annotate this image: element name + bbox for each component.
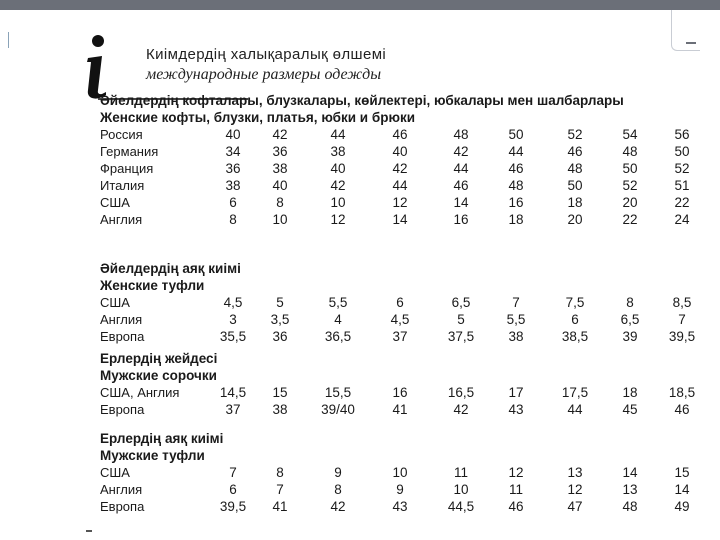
size-cell: 44 xyxy=(330,127,346,142)
size-cell: 46 xyxy=(392,127,408,142)
size-cell: 54 xyxy=(622,127,638,142)
row-label: Италия xyxy=(100,178,145,193)
size-cell: 17,5 xyxy=(561,385,589,400)
table-row xyxy=(100,294,700,311)
size-cell: 38 xyxy=(272,161,288,176)
row-label: Англия xyxy=(100,212,143,227)
size-cell: 18 xyxy=(622,385,638,400)
table-row xyxy=(100,211,700,228)
size-cell: 15 xyxy=(272,385,288,400)
size-cell: 16 xyxy=(508,195,524,210)
row-label: Европа xyxy=(100,499,145,514)
size-cell: 38,5 xyxy=(561,329,589,344)
size-cell: 10 xyxy=(272,212,288,227)
size-cell: 42 xyxy=(330,499,346,514)
size-cell: 6 xyxy=(229,482,237,497)
margin-accent-line xyxy=(8,32,9,48)
size-cell: 8 xyxy=(276,195,284,210)
size-cell: 46 xyxy=(674,402,690,417)
size-cell: 7 xyxy=(678,312,686,327)
size-cell: 37 xyxy=(392,329,408,344)
size-cell: 6 xyxy=(571,312,579,327)
section-title-kz: Әйелдердің кофталары, блузкалары, көйлектері, юбкалары мен шалбарлары xyxy=(100,93,624,108)
size-cell: 46 xyxy=(508,161,524,176)
size-cell: 16 xyxy=(392,385,408,400)
size-cell: 44 xyxy=(453,161,469,176)
size-cell: 8 xyxy=(334,482,342,497)
table-row xyxy=(100,384,700,401)
size-cell: 42 xyxy=(453,402,469,417)
size-cell: 41 xyxy=(272,499,288,514)
section-title-kz: Әйелдердің аяқ киімі xyxy=(100,261,241,276)
size-cell: 47 xyxy=(567,499,583,514)
size-cell: 38 xyxy=(330,144,346,159)
size-cell: 14 xyxy=(674,482,690,497)
size-cell: 11 xyxy=(453,465,468,480)
size-cell: 41 xyxy=(392,402,408,417)
size-cell: 6 xyxy=(396,295,404,310)
size-cell: 43 xyxy=(392,499,408,514)
table-row xyxy=(100,498,700,515)
size-cell: 39,5 xyxy=(219,499,247,514)
size-cell: 4,5 xyxy=(223,295,243,310)
size-cell: 39 xyxy=(622,329,638,344)
size-cell: 12 xyxy=(392,195,408,210)
size-cell: 14 xyxy=(392,212,408,227)
size-cell: 5 xyxy=(276,295,284,310)
size-cell: 39/40 xyxy=(321,402,355,417)
size-cell: 4 xyxy=(334,312,342,327)
size-cell: 17 xyxy=(508,385,524,400)
size-cell: 40 xyxy=(225,127,241,142)
size-cell: 9 xyxy=(334,465,342,480)
section-title-ru: Женские туфли xyxy=(100,278,205,293)
size-cell: 50 xyxy=(508,127,524,142)
size-cell: 3,5 xyxy=(270,312,290,327)
size-cell: 36,5 xyxy=(324,329,352,344)
size-cell: 35,5 xyxy=(219,329,247,344)
table-row xyxy=(100,126,700,143)
size-cell: 42 xyxy=(392,161,408,176)
size-cell: 6,5 xyxy=(620,312,640,327)
size-cell: 45 xyxy=(622,402,638,417)
size-cell: 50 xyxy=(567,178,583,193)
slide-left-margin xyxy=(0,10,48,540)
size-cell: 6 xyxy=(229,195,237,210)
size-cell: 37 xyxy=(225,402,241,417)
size-cell: 15,5 xyxy=(324,385,352,400)
row-label: США xyxy=(100,465,130,480)
bottom-mark xyxy=(86,530,92,532)
size-cell: 42 xyxy=(330,178,346,193)
size-cell: 7,5 xyxy=(565,295,585,310)
size-cell: 48 xyxy=(453,127,469,142)
size-cell: 9 xyxy=(396,482,404,497)
size-cell: 56 xyxy=(674,127,690,142)
size-cell: 42 xyxy=(272,127,288,142)
section-title-kz: Ерлердің жейдесі xyxy=(100,351,218,366)
size-cell: 4,5 xyxy=(390,312,410,327)
table-row xyxy=(100,160,700,177)
size-cell: 13 xyxy=(622,482,638,497)
size-cell: 14,5 xyxy=(219,385,247,400)
size-cell: 37,5 xyxy=(447,329,475,344)
table-row xyxy=(100,481,700,498)
size-cell: 11 xyxy=(508,482,523,497)
size-cell: 34 xyxy=(225,144,241,159)
document-page xyxy=(48,10,710,540)
size-cell: 46 xyxy=(567,144,583,159)
size-cell: 10 xyxy=(392,465,408,480)
size-cell: 50 xyxy=(622,161,638,176)
size-cell: 22 xyxy=(674,195,690,210)
row-label: Европа xyxy=(100,329,145,344)
row-label: США xyxy=(100,295,130,310)
size-cell: 8 xyxy=(276,465,284,480)
size-cell: 49 xyxy=(674,499,690,514)
row-label: Англия xyxy=(100,482,143,497)
size-cell: 39,5 xyxy=(668,329,696,344)
size-cell: 7 xyxy=(512,295,520,310)
size-cell: 5,5 xyxy=(328,295,348,310)
section-title-ru: Мужские туфли xyxy=(100,448,205,463)
size-cell: 44,5 xyxy=(447,499,475,514)
size-cell: 8,5 xyxy=(672,295,692,310)
size-cell: 10 xyxy=(330,195,346,210)
size-cell: 42 xyxy=(453,144,469,159)
size-cell: 36 xyxy=(272,329,288,344)
size-cell: 15 xyxy=(674,465,690,480)
size-cell: 43 xyxy=(508,402,524,417)
size-cell: 7 xyxy=(276,482,284,497)
size-cell: 24 xyxy=(674,212,690,227)
table-row xyxy=(100,464,700,481)
table-row xyxy=(100,194,700,211)
size-cell: 7 xyxy=(229,465,237,480)
size-cell: 46 xyxy=(508,499,524,514)
size-cell: 14 xyxy=(622,465,638,480)
size-cell: 50 xyxy=(674,144,690,159)
size-cell: 44 xyxy=(392,178,408,193)
row-label: США, Англия xyxy=(100,385,180,400)
header-title-ru: международные размеры одежды xyxy=(146,66,382,83)
size-cell: 5 xyxy=(457,312,465,327)
size-cell: 12 xyxy=(330,212,346,227)
size-cell: 20 xyxy=(567,212,583,227)
size-cell: 6,5 xyxy=(451,295,471,310)
size-cell: 18 xyxy=(567,195,583,210)
size-cell: 22 xyxy=(622,212,638,227)
size-cell: 38 xyxy=(272,402,288,417)
size-cell: 18 xyxy=(508,212,524,227)
size-cell: 52 xyxy=(674,161,690,176)
size-cell: 10 xyxy=(453,482,469,497)
row-label: Франция xyxy=(100,161,154,176)
size-cell: 3 xyxy=(229,312,237,327)
size-cell: 48 xyxy=(508,178,524,193)
size-cell: 5,5 xyxy=(506,312,526,327)
size-cell: 8 xyxy=(626,295,634,310)
size-cell: 44 xyxy=(567,402,583,417)
size-cell: 44 xyxy=(508,144,524,159)
size-cell: 16 xyxy=(453,212,469,227)
size-cell: 40 xyxy=(272,178,288,193)
size-cell: 48 xyxy=(622,144,638,159)
corner-mark xyxy=(686,42,696,44)
table-row xyxy=(100,401,700,418)
size-cell: 46 xyxy=(453,178,469,193)
size-cell: 13 xyxy=(567,465,583,480)
size-cell: 51 xyxy=(674,178,690,193)
page-corner-decoration xyxy=(671,10,700,51)
table-row xyxy=(100,311,700,328)
size-cell: 38 xyxy=(225,178,241,193)
row-label: США xyxy=(100,195,130,210)
header-title-kz: Киімдердің халықаралық өлшемі xyxy=(146,46,387,63)
size-cell: 16,5 xyxy=(447,385,475,400)
section-title-ru: Мужские сорочки xyxy=(100,368,217,383)
size-cell: 12 xyxy=(508,465,524,480)
row-label: Европа xyxy=(100,402,145,417)
size-cell: 40 xyxy=(392,144,408,159)
table-row xyxy=(100,143,700,160)
size-cell: 38 xyxy=(508,329,524,344)
section-title-ru: Женские кофты, блузки, платья, юбки и брюки xyxy=(100,110,416,125)
table-row xyxy=(100,328,700,345)
size-cell: 36 xyxy=(272,144,288,159)
size-cell: 36 xyxy=(225,161,241,176)
size-cell: 12 xyxy=(567,482,583,497)
size-cell: 52 xyxy=(567,127,583,142)
row-label: Россия xyxy=(100,127,143,142)
size-cell: 48 xyxy=(567,161,583,176)
size-cell: 18,5 xyxy=(668,385,696,400)
section-title-kz: Ерлердің аяқ киімі xyxy=(100,431,224,446)
size-cell: 20 xyxy=(622,195,638,210)
size-cell: 48 xyxy=(622,499,638,514)
row-label: Германия xyxy=(100,144,159,159)
window-top-bar xyxy=(0,0,720,10)
size-cell: 8 xyxy=(229,212,237,227)
size-cell: 14 xyxy=(453,195,469,210)
size-cell: 40 xyxy=(330,161,346,176)
table-row xyxy=(100,177,700,194)
size-cell: 52 xyxy=(622,178,638,193)
row-label: Англия xyxy=(100,312,143,327)
